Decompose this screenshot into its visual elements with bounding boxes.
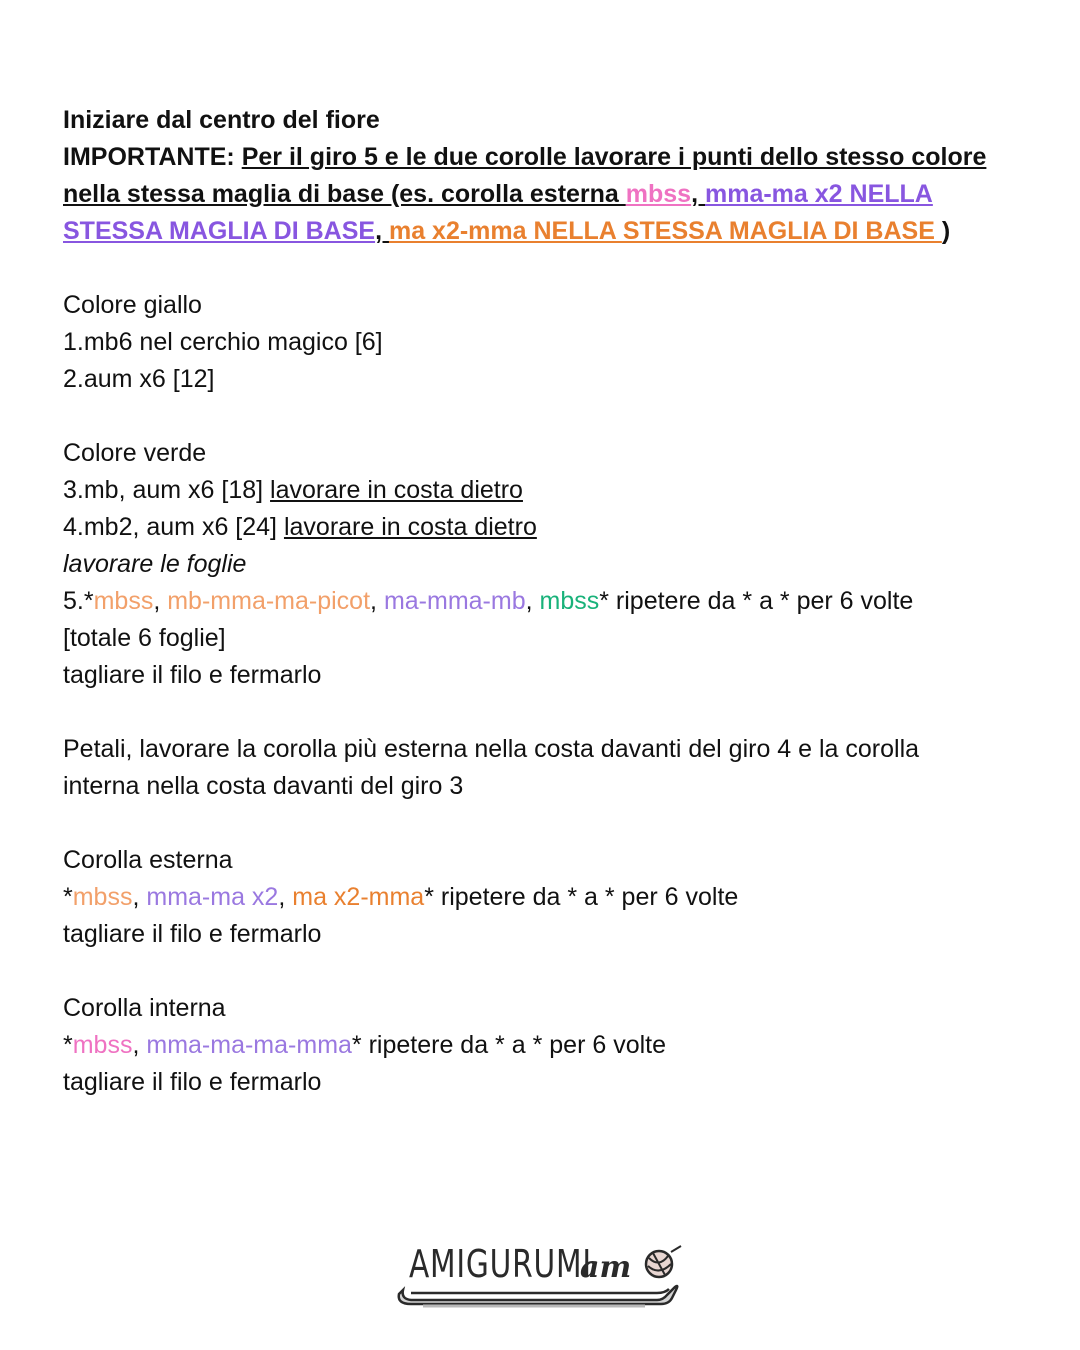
inner-corolla-row <box>63 1027 1028 1064</box>
example-mbss: mbss <box>625 180 692 208</box>
row-5-sep-2: , <box>370 587 384 615</box>
crochet-hook-icon <box>399 1286 678 1306</box>
outer-sep-2: , <box>278 883 293 911</box>
logo-suffix: am <box>580 1250 632 1285</box>
row-2: 2.aum x6 [12] <box>63 365 215 393</box>
row-5-mbss-end: mbss <box>539 587 600 615</box>
important-label: IMPORTANTE: <box>63 143 235 171</box>
section-title: Colore giallo <box>63 291 202 319</box>
inner-prefix: * <box>63 1031 73 1059</box>
logo-graphics <box>395 1238 687 1314</box>
header-block <box>63 102 1028 250</box>
example-sep-1: , <box>691 180 705 208</box>
intro-line: Iniziare dal centro del fiore <box>63 106 380 134</box>
row-5-sep-3: , <box>525 587 540 615</box>
example-ma-mma: ma x2-mma NELLA STESSA MAGLIA DI BASE <box>388 217 942 245</box>
example-sep-2: , <box>375 217 389 245</box>
logo-wordmark: AMIGURUMI <box>409 1242 592 1286</box>
section-title: Corolla esterna <box>63 846 233 874</box>
outer-corolla-row <box>63 879 1028 916</box>
row-5-total: [totale 6 foglie] <box>63 624 226 652</box>
row-5-suffix: * ripetere da * a * per 6 volte <box>599 587 914 615</box>
row-5-picot: mb-mma-ma-picot <box>167 587 371 615</box>
row-4 <box>63 509 1028 546</box>
section-title: Corolla interna <box>63 994 226 1022</box>
yarn-ball-icon <box>646 1246 681 1277</box>
section-yellow <box>63 287 1028 398</box>
example-mma-ma: mma-ma x2 NELLA STESSA MAGLIA DI BASE <box>63 180 933 245</box>
row-3-text: 3.mb, aum x6 [18] <box>63 476 271 504</box>
petals-line-2: interna nella costa davanti del giro 3 <box>63 772 464 800</box>
outer-sep-1: , <box>132 883 147 911</box>
outer-ma-mma: ma x2-mma <box>292 883 425 911</box>
outer-prefix: * <box>63 883 73 911</box>
cut-thread: tagliare il filo e fermarlo <box>63 1068 322 1096</box>
row-3-note: lavorare in costa dietro <box>270 476 523 504</box>
row-4-text: 4.mb2, aum x6 [24] <box>63 513 284 541</box>
row-1: 1.mb6 nel cerchio magico [6] <box>63 328 383 356</box>
inner-mbss: mbss <box>72 1031 133 1059</box>
amigurumiamo-logo <box>395 1238 687 1314</box>
inner-sep-1: , <box>132 1031 147 1059</box>
important-note <box>63 139 1028 250</box>
section-green <box>63 435 1028 694</box>
outer-mma-ma: mma-ma x2 <box>146 883 279 911</box>
outer-mbss: mbss <box>72 883 133 911</box>
cut-thread: tagliare il filo e fermarlo <box>63 920 322 948</box>
row-4-note: lavorare in costa dietro <box>283 513 537 541</box>
row-5-sep-1: , <box>153 587 168 615</box>
row-5 <box>63 583 1028 620</box>
section-title: Colore verde <box>63 439 207 467</box>
row-5-mbss: mbss <box>93 587 154 615</box>
example-close: ) <box>941 217 951 245</box>
petals-line-1: Petali, lavorare la corolla più esterna nella costa davanti del giro 4 e la corolla <box>63 735 920 763</box>
inner-suffix: * ripetere da * a * per 6 volte <box>351 1031 666 1059</box>
petals-note <box>63 731 1028 805</box>
inner-mma-ma: mma-ma-ma-mma <box>146 1031 352 1059</box>
row-3 <box>63 472 1028 509</box>
section-outer-corolla <box>63 842 1028 953</box>
row-5-prefix: 5.* <box>63 587 94 615</box>
row-5-ma-mma-mb: ma-mma-mb <box>383 587 526 615</box>
section-inner-corolla <box>63 990 1028 1101</box>
outer-suffix: * ripetere da * a * per 6 volte <box>424 883 739 911</box>
important-text: Per il giro 5 e le due corolle lavorare i punti dello stesso colore nella stessa maglia di base (es. corolla esterna <box>63 143 987 208</box>
pattern-content <box>63 102 1028 1101</box>
leaves-note: lavorare le foglie <box>63 550 247 578</box>
cut-thread: tagliare il filo e fermarlo <box>63 661 322 689</box>
